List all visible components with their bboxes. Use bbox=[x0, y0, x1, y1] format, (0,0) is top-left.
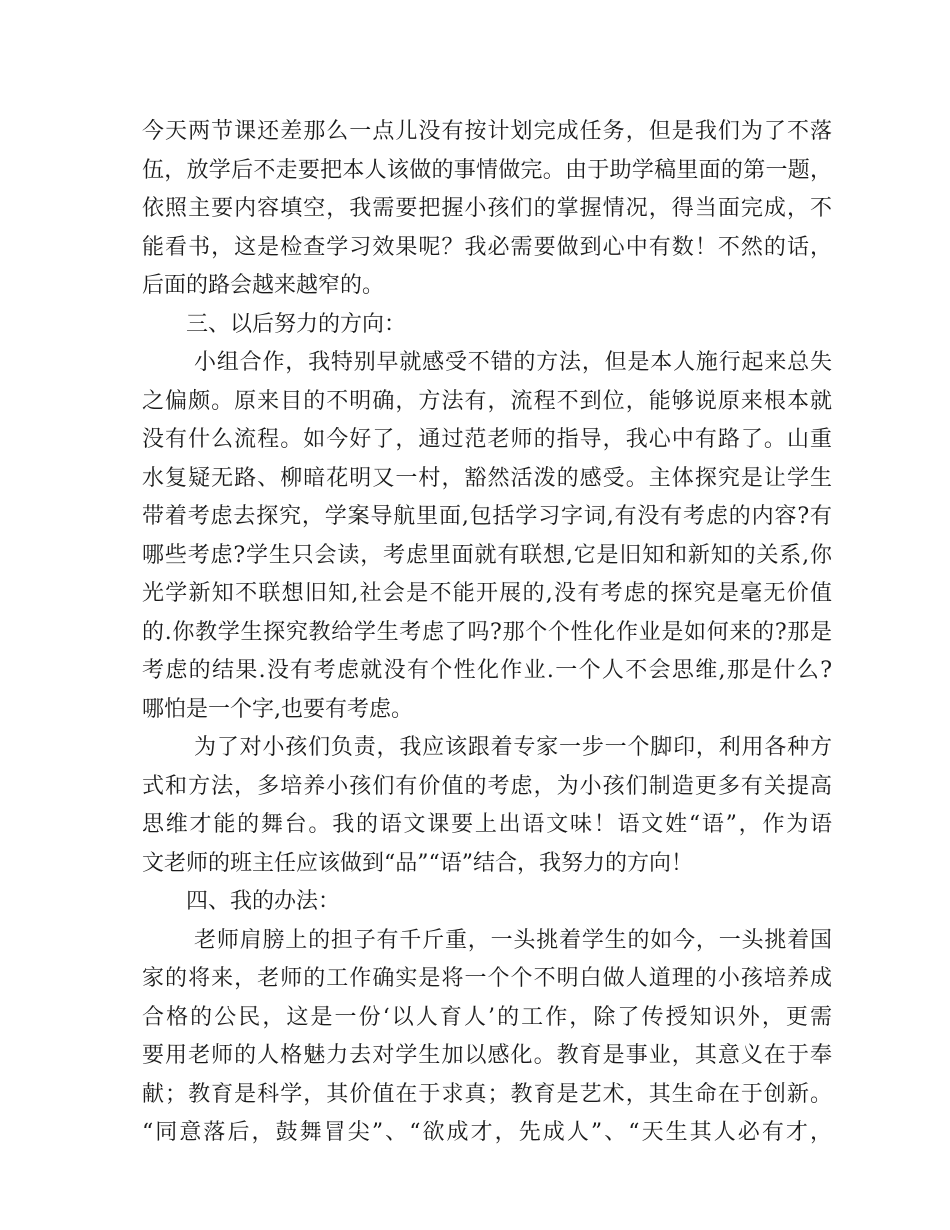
text-line: 没有什么流程。如今好了，通过范老师的指导，我心中有路了。山重 bbox=[142, 427, 832, 452]
text-line: 后面的路会越来越窄的。 bbox=[142, 273, 385, 298]
text-line: 献；教育是科学，其价值在于求真；教育是艺术，其生命在于创新。 bbox=[142, 1081, 832, 1107]
text-line: 文老师的班主任应该做到“品”“语”结合，我努力的方向！ bbox=[142, 850, 693, 876]
text-line: 今天两节课还差那么一点儿没有按计划完成任务，但是我们为了不落 bbox=[142, 119, 832, 144]
text-line: 之偏颇。原来目的不明确，方法有，流程不到位，能够说原来根本就 bbox=[142, 388, 832, 414]
text-line: 依照主要内容填空，我需要把握小孩们的掌握情况，得当面完成，不 bbox=[142, 196, 832, 221]
text-line: 哪怕是一个字,也要有考虑。 bbox=[142, 696, 413, 722]
text-line: 的.你教学生探究教给学生考虑了吗?那个个性化作业是如何来的?那是 bbox=[142, 619, 832, 645]
text-line: 家的将来，老师的工作确实是将一个个不明白做人道理的小孩培养成 bbox=[142, 966, 832, 991]
section-heading: 四、我的办法： bbox=[186, 889, 341, 914]
text-line: 合格的公民，这是一份‘以人育人’的工作，除了传授知识外，更需 bbox=[142, 1004, 832, 1030]
text-line: 能看书，这是检查学习效果呢？我必需要做到心中有数！不然的话， bbox=[142, 234, 832, 260]
text-line: 带着考虑去探究，学案导航里面,包括学习字词,有没有考虑的内容?有 bbox=[142, 504, 832, 529]
text-line: 水复疑无路、柳暗花明又一村，豁然活泼的感受。主体探究是让学生 bbox=[142, 465, 832, 491]
text-line: 式和方法，多培养小孩们有价值的考虑，为小孩们制造更多有关提高 bbox=[142, 773, 832, 799]
section-heading: 三、以后努力的方向： bbox=[186, 311, 407, 337]
text-line: 思维才能的舞台。我的语文课要上出语文味！语文姓“语”，作为语 bbox=[142, 812, 832, 837]
text-line: 老师肩膀上的担子有千斤重，一头挑着学生的如今，一头挑着国 bbox=[194, 927, 832, 953]
text-line: 为了对小孩们负责，我应该跟着专家一步一个脚印，利用各种方 bbox=[194, 735, 832, 760]
text-line: 哪些考虑?学生只会读，考虑里面就有联想,它是旧知和新知的关系,你 bbox=[142, 542, 832, 568]
text-line: 小组合作，我特别早就感受不错的方法，但是本人施行起来总失 bbox=[194, 350, 832, 375]
text-line: 伍，放学后不走要把本人该做的事情做完。由于助学稿里面的第一题， bbox=[142, 157, 832, 183]
text-line: 考虑的结果.没有考虑就没有个性化作业.一个人不会思维,那是什么? bbox=[142, 658, 832, 683]
text-line: 要用老师的人格魅力去对学生加以感化。教育是事业，其意义在于奉 bbox=[142, 1043, 832, 1068]
text-line: 光学新知不联想旧知,社会是不能开展的,没有考虑的探究是毫无价值 bbox=[142, 581, 832, 606]
document-body bbox=[142, 113, 832, 1153]
text-line: “同意落后，鼓舞冒尖”、“欲成才，先成人”、“天生其人必有才， bbox=[142, 1120, 832, 1145]
